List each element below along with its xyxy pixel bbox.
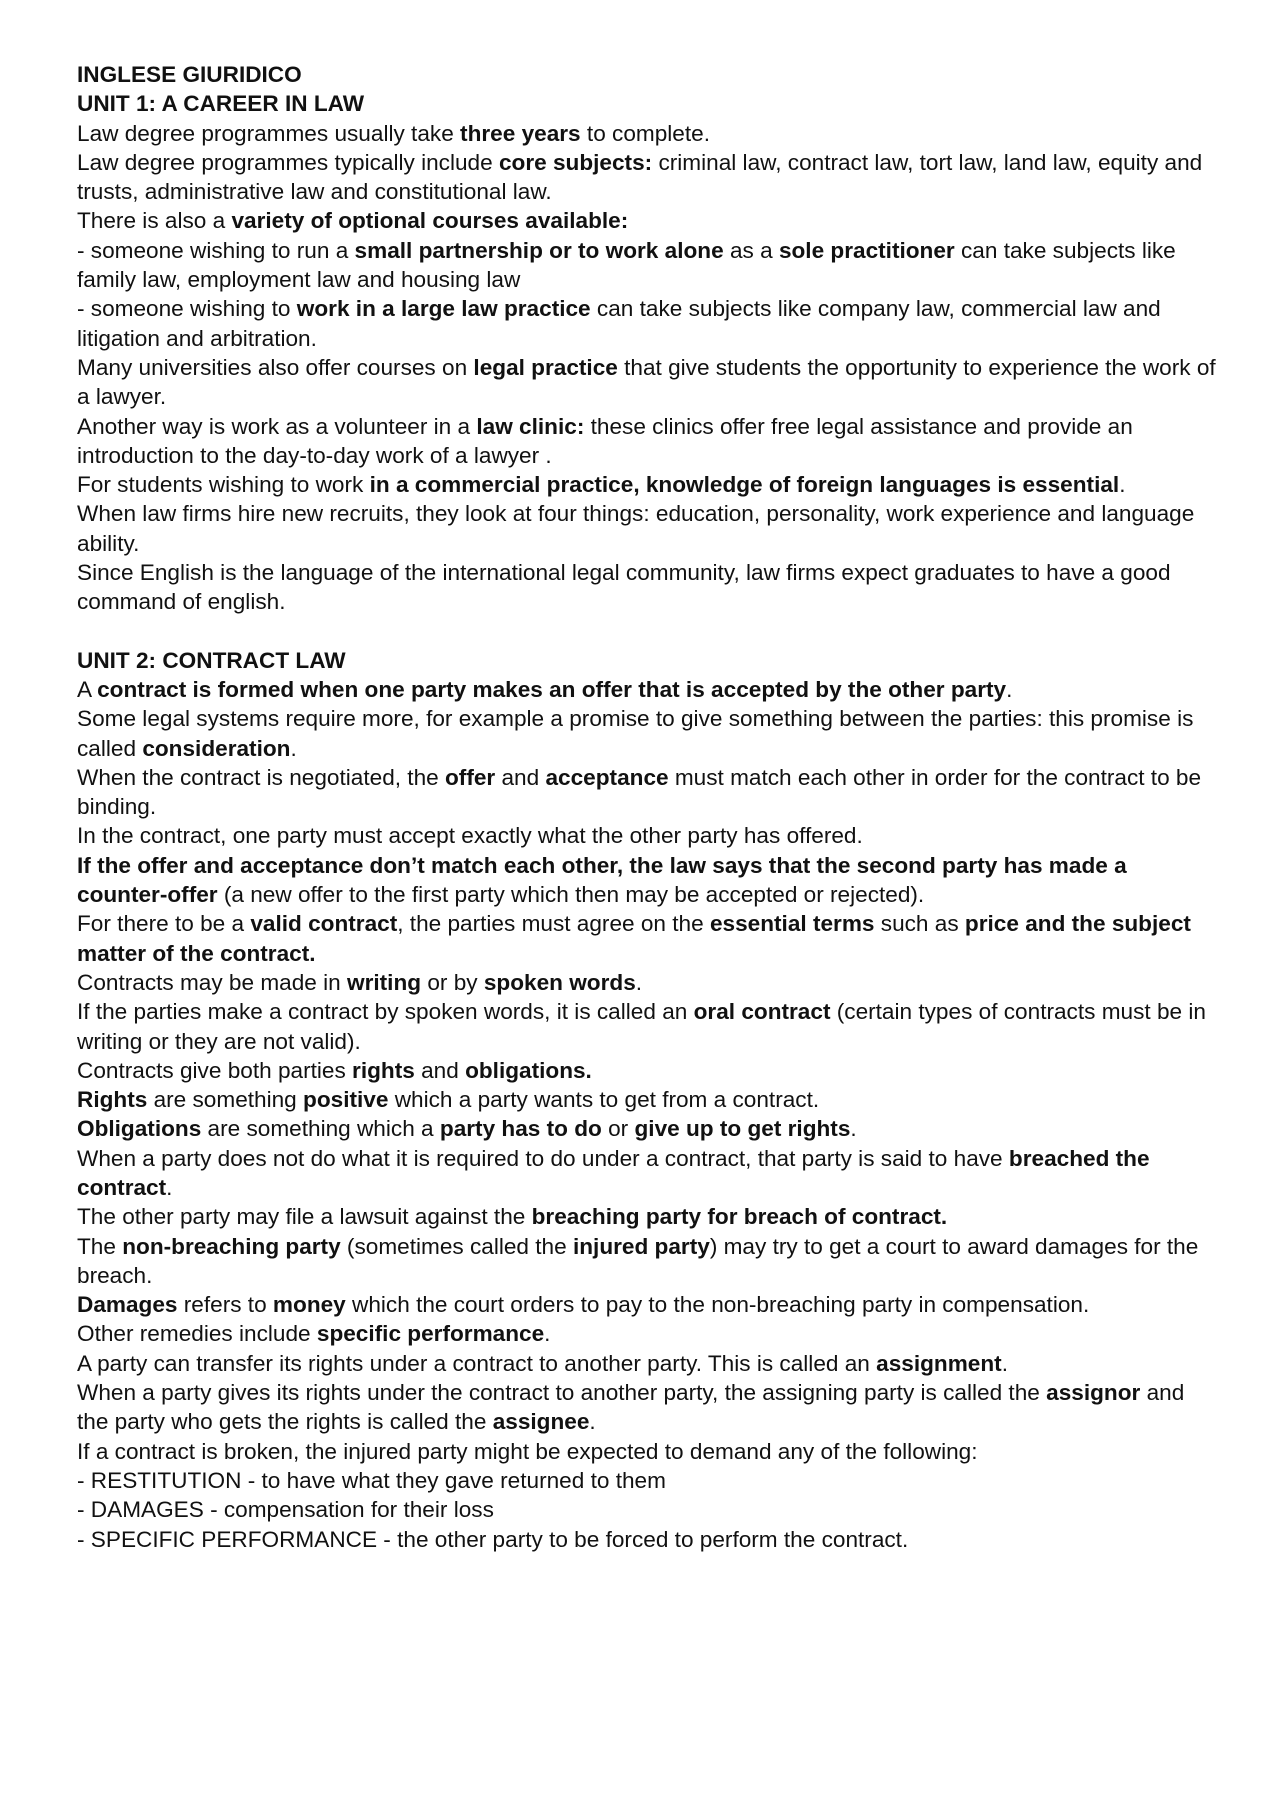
unit2-paragraph: When the contract is negotiated, the offer and acceptance must match each other in order for the contract to be binding.	[77, 764, 1202, 820]
unit2-paragraph: For there to be a valid contract, the parties must agree on the essential terms such as price and the subject matter of the contract.	[77, 911, 1191, 966]
unit2-paragraph: The non-breaching party (sometimes called the injured party) may try to get a court to award damages for the breach.	[77, 1233, 1199, 1288]
unit2-list-item: - SPECIFIC PERFORMANCE - the other party to be forced to perform the contract.	[77, 1526, 909, 1552]
unit2-heading: UNIT 2: CONTRACT LAW	[77, 647, 346, 673]
unit2-paragraph: When a party does not do what it is required to do under a contract, that party is said to have breached the contract.	[77, 1145, 1150, 1200]
unit1-paragraph: Law degree programmes typically include core subjects: criminal law, contract law, tort law, land law, equity and trusts, administrative law and constitutional law.	[77, 149, 1203, 205]
unit2-paragraph: A contract is formed when one party makes an offer that is accepted by the other party.	[77, 676, 1013, 702]
unit1-paragraph: Law degree programmes usually take three years to complete.	[77, 120, 710, 146]
unit2-paragraph: Obligations are something which a party has to do or give up to get rights.	[77, 1116, 857, 1142]
unit2-paragraph: If the offer and acceptance don’t match each other, the law says that the second party has made a counter-offer (a new offer to the first party which then may be accepted or rejected).	[77, 852, 1127, 908]
unit1-paragraph: Since English is the language of the international legal community, law firms expect graduates to have a good command of english.	[77, 560, 1171, 615]
unit2-paragraph: When a party gives its rights under the contract to another party, the assigning party is called the assignor and the party who gets the rights is called the assignee.	[77, 1380, 1185, 1435]
document-title: INGLESE GIURIDICO	[77, 62, 302, 87]
unit1-paragraph: Another way is work as a volunteer in a law clinic: these clinics offer free legal assistance and provide an introduction to the day-to-day work of a lawyer .	[77, 413, 1133, 468]
unit2-paragraph: Rights are something positive which a party wants to get from a contract.	[77, 1087, 820, 1113]
section-spacer	[77, 617, 1217, 646]
unit1-paragraph: There is also a variety of optional courses available:	[77, 208, 629, 234]
unit2-paragraph: In the contract, one party must accept exactly what the other party has offered.	[77, 823, 863, 849]
unit1-paragraph: When law firms hire new recruits, they look at four things: education, personality, work experience and language ability.	[77, 501, 1195, 556]
unit2-paragraph: If the parties make a contract by spoken words, it is called an oral contract (certain types of contracts must be in writing or they are not valid).	[77, 999, 1206, 1054]
unit2-paragraph: The other party may file a lawsuit against the breaching party for breach of contract.	[77, 1204, 948, 1230]
unit2-paragraph: If a contract is broken, the injured party might be expected to demand any of the following:	[77, 1438, 978, 1464]
document-page	[77, 60, 1217, 1554]
unit2-paragraph: Contracts may be made in writing or by spoken words.	[77, 969, 643, 995]
unit2-paragraph: Some legal systems require more, for example a promise to give something between the parties: this promise is called consideration.	[77, 706, 1194, 761]
unit2-paragraph: Damages refers to money which the court orders to pay to the non-breaching party in compensation.	[77, 1292, 1090, 1318]
unit2-paragraph: A party can transfer its rights under a contract to another party. This is called an assignment.	[77, 1350, 1008, 1376]
unit1-list-item: - someone wishing to run a small partnership or to work alone as a sole practitioner can take subjects like family law, employment law and housing law	[77, 237, 1176, 293]
unit2-paragraph: Contracts give both parties rights and obligations.	[77, 1057, 592, 1083]
unit1-paragraph: Many universities also offer courses on legal practice that give students the opportunity to experience the work of a lawyer.	[77, 354, 1216, 410]
unit2-paragraph: Other remedies include specific performance.	[77, 1321, 551, 1347]
unit1-list-item: - someone wishing to work in a large law practice can take subjects like company law, commercial law and litigation and arbitration.	[77, 296, 1161, 351]
unit1-heading: UNIT 1: A CAREER IN LAW	[77, 91, 365, 117]
unit2-list-item: - RESTITUTION - to have what they gave returned to them	[77, 1467, 666, 1493]
unit2-list-item: - DAMAGES - compensation for their loss	[77, 1497, 494, 1523]
unit1-paragraph: For students wishing to work in a commercial practice, knowledge of foreign languages is essential.	[77, 472, 1126, 498]
